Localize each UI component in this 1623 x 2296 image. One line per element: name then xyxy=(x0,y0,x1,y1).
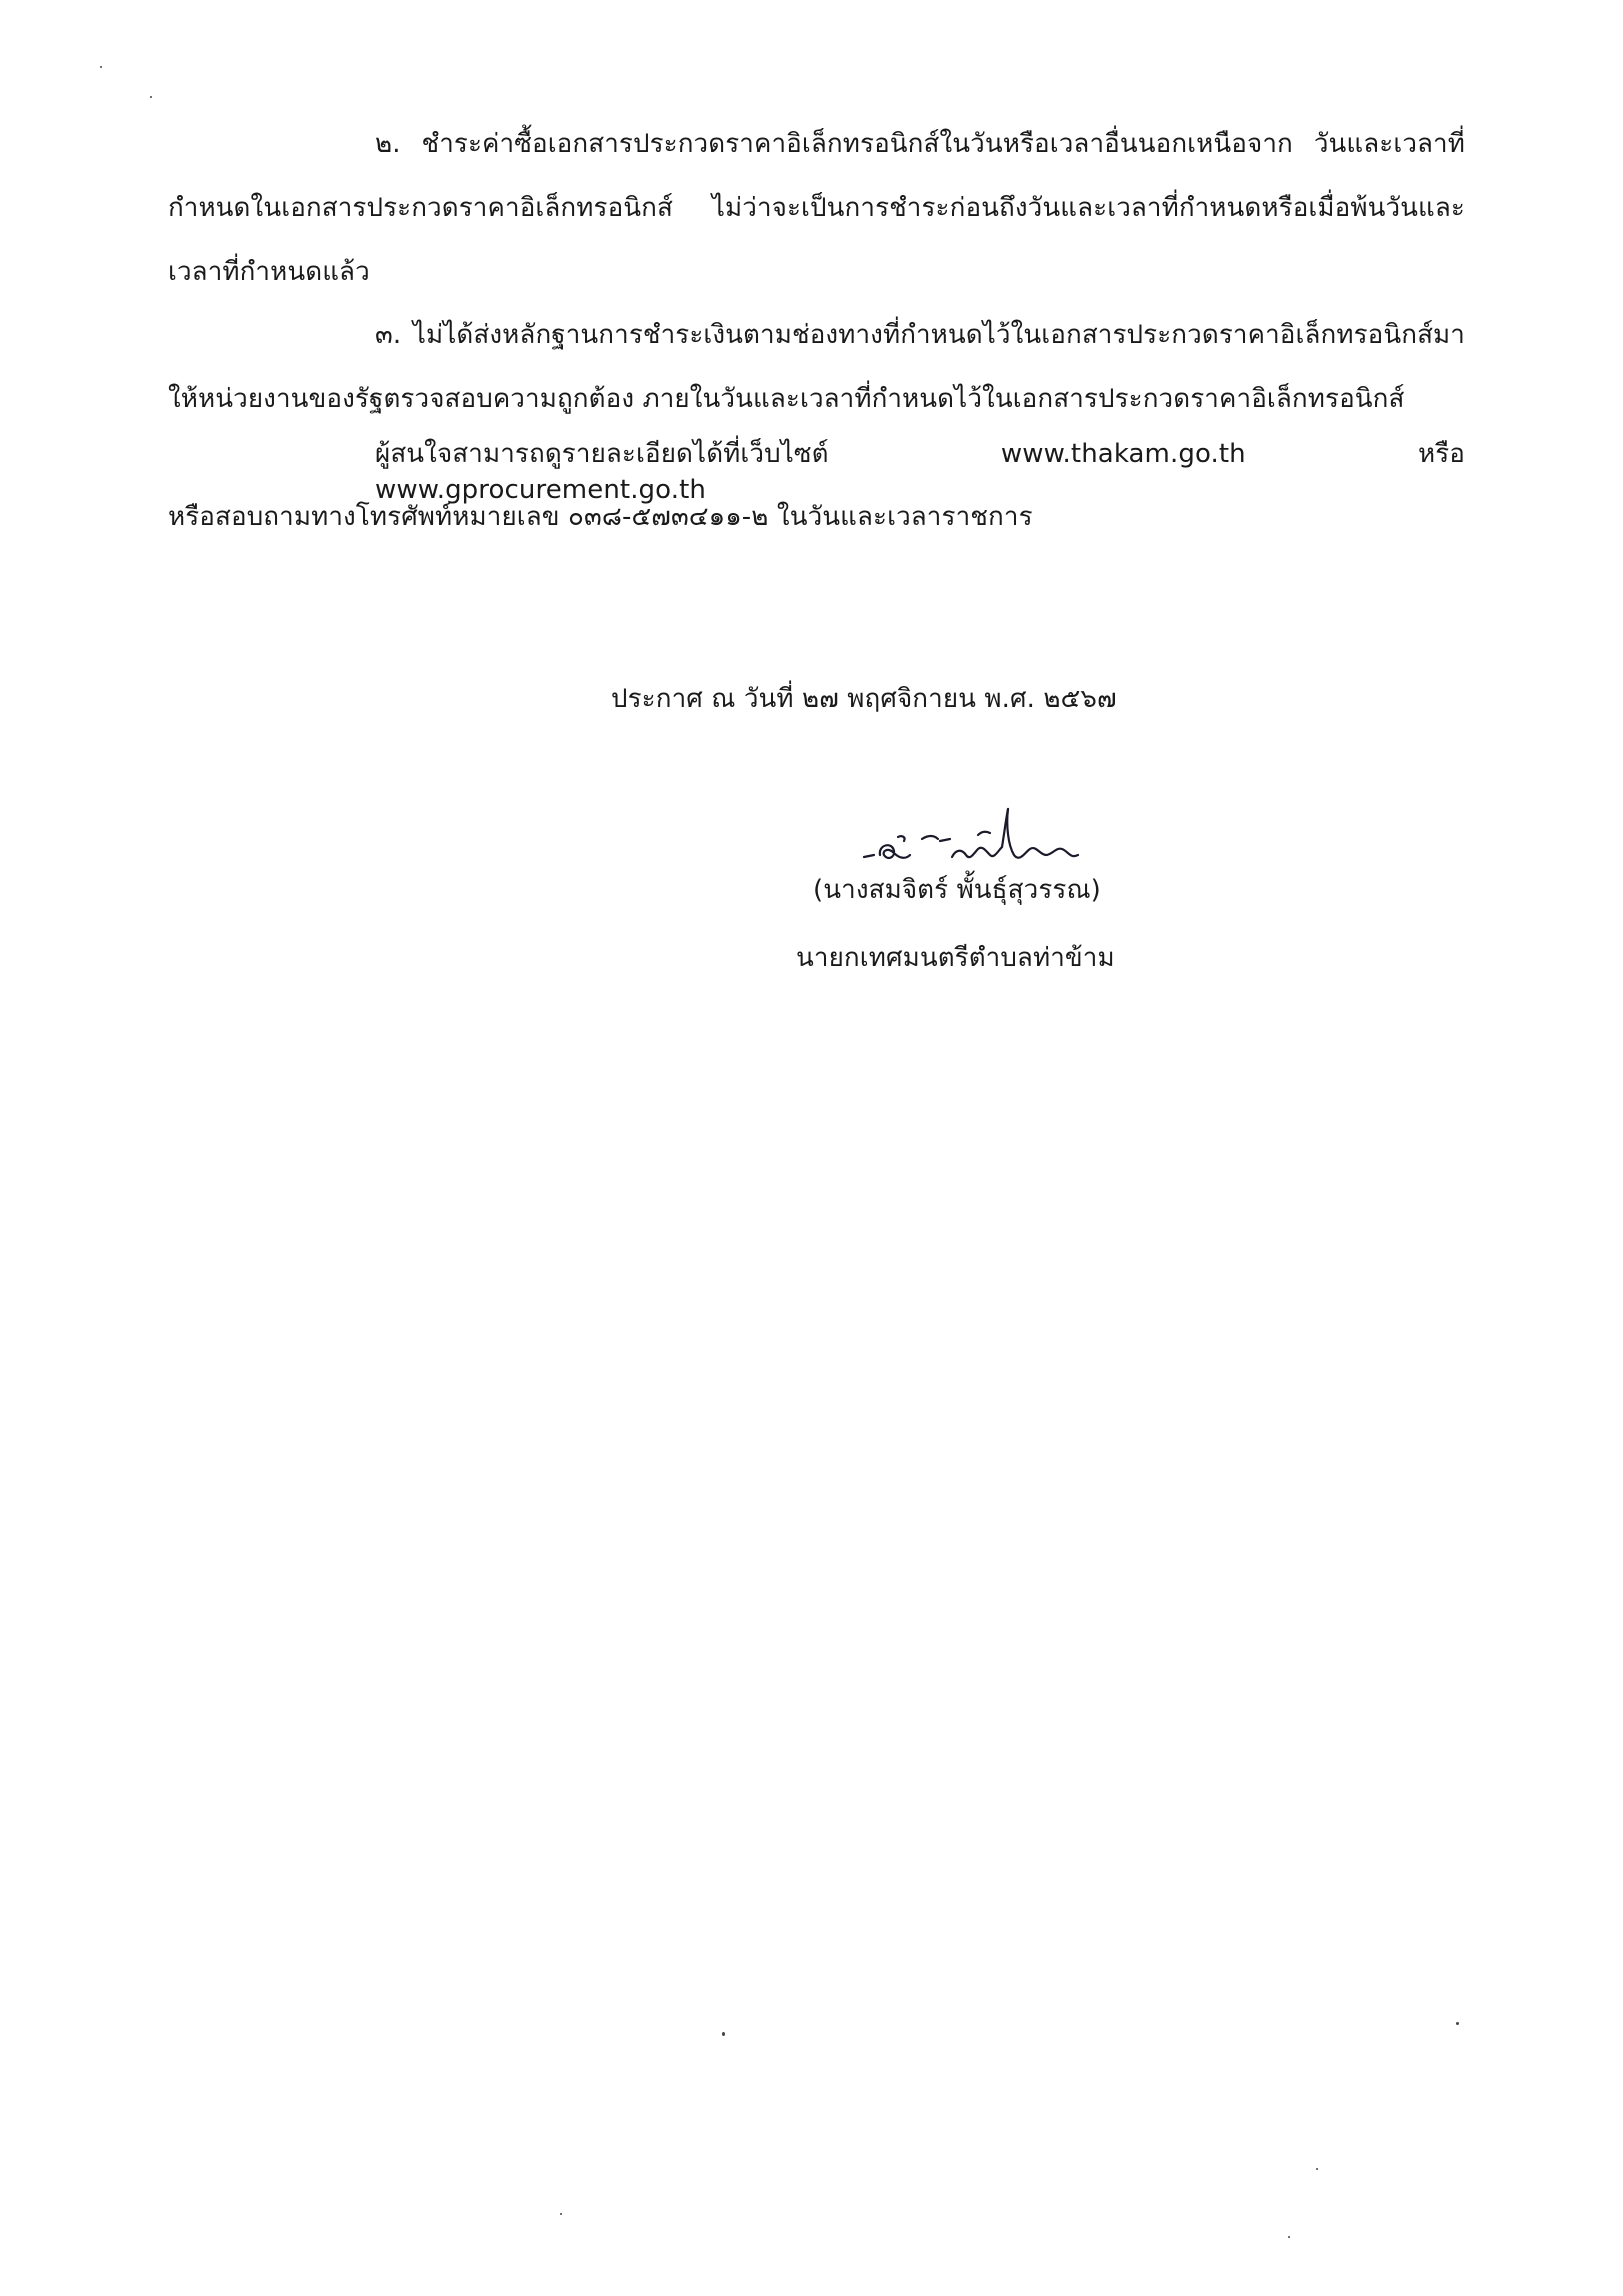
scan-speck xyxy=(1288,2236,1290,2238)
contact-line-1: ผู้สนใจสามารถดูรายละเอียดได้ที่เว็บไซต์ www.thakam.go.th หรือ www.gprocurement.go.th xyxy=(375,439,1465,505)
item-3-line-2: ให้หน่วยงานของรัฐตรวจสอบความถูกต้อง ภายในวันและเวลาที่กำหนดไว้ในเอกสารประกวดราคาอิเล็กทรอนิกส์ xyxy=(168,384,1405,414)
handwritten-signature xyxy=(858,805,1138,875)
scan-speck xyxy=(722,2032,725,2036)
contact-line-2: หรือสอบถามทางโทรศัพท์หมายเลข ๐๓๘-๕๗๓๔๑๑-๒ ในวันและเวลาราชการ xyxy=(168,502,1033,532)
scan-speck xyxy=(150,96,152,98)
scan-speck xyxy=(1316,2168,1318,2170)
signatory-name: (นางสมจิตร์ พั้นธุ์สุวรรณ) xyxy=(813,875,1101,905)
item-3-line-1: ๓. ไม่ได้ส่งหลักฐานการชำระเงินตามช่องทางที่กำหนดไว้ในเอกสารประกวดราคาอิเล็กทรอนิกส์มา xyxy=(375,320,1465,350)
announcement-date: ประกาศ ณ วันที่ ๒๗ พฤศจิกายน พ.ศ. ๒๕๖๗ xyxy=(611,684,1117,714)
item-2-line-1: ๒. ชำระค่าซื้อเอกสารประกวดราคาอิเล็กทรอนิกส์ในวันหรือเวลาอื่นนอกเหนือจาก วันและเวลาที่ xyxy=(375,129,1465,159)
scan-speck xyxy=(560,2213,562,2215)
item-2-line-2: กำหนดในเอกสารประกวดราคาอิเล็กทรอนิกส์ ไม่ว่าจะเป็นการชำระก่อนถึงวันและเวลาที่กำหนดหรือเมื่อพ้นวันและ xyxy=(168,193,1465,223)
item-2-line-3: เวลาที่กำหนดแล้ว xyxy=(168,257,370,287)
scan-speck xyxy=(1456,2022,1459,2025)
scan-speck xyxy=(100,66,102,68)
signatory-position: นายกเทศมนตรีตำบลท่าข้าม xyxy=(796,943,1115,973)
